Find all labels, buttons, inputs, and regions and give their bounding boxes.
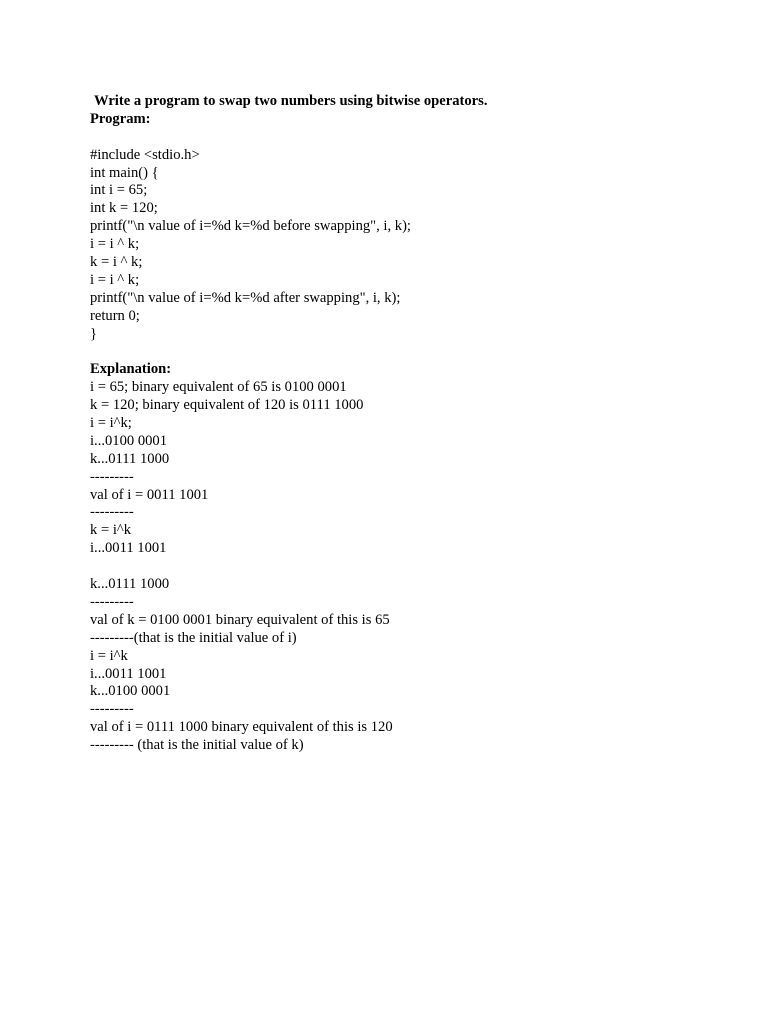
document-page [90,93,730,755]
code-line: int main() { [90,164,159,181]
explanation-line: val of k = 0100 0001 binary equivalent of this is 65 [90,611,390,628]
explanation-line: ---------(that is the initial value of i) [90,629,297,646]
code-line: i = i ^ k; [90,271,140,288]
explanation-line: --------- [90,701,134,718]
explanation-line: i = 65; binary equivalent of 65 is 0100 0001 [90,379,347,396]
document-title: Write a program to swap two numbers using bitwise operators. [94,93,488,109]
explanation-line: k = 120; binary equivalent of 120 is 0111 1000 [90,397,364,414]
code-line: #include <stdio.h> [90,146,200,163]
explanation-line: k...0111 1000 [90,450,170,467]
code-line: int k = 120; [90,200,158,217]
code-line: int i = 65; [90,182,148,199]
program-heading: Program: [90,110,151,127]
explanation-line: i...0100 0001 [90,432,168,449]
explanation-line: --------- (that is the initial value of k) [90,737,304,754]
explanation-line: --------- [90,504,134,521]
code-line: printf("\n value of i=%d k=%d before swapping", i, k); [90,218,411,235]
explanation-line: i...0011 1001 [90,540,167,557]
explanation-line: k...0111 1000 [90,576,170,593]
explanation-line: i...0011 1001 [90,665,167,682]
code-line: } [90,325,98,342]
explanation-line: --------- [90,468,134,485]
explanation-line: val of i = 0011 1001 [90,486,209,503]
explanation-heading: Explanation: [90,361,172,378]
explanation-line: val of i = 0111 1000 binary equivalent of this is 120 [90,719,393,736]
code-block [90,147,730,344]
explanation-line: k = i^k [90,522,132,539]
explanation-line: --------- [90,593,134,610]
explanation-block [90,379,730,755]
code-line: return 0; [90,307,140,324]
explanation-line: i = i^k [90,647,128,664]
code-line: k = i ^ k; [90,254,143,271]
spacer [90,343,730,361]
spacer [90,558,730,576]
explanation-line: k...0100 0001 [90,683,171,700]
explanation-line: i = i^k; [90,415,132,432]
spacer [90,129,730,147]
code-line: printf("\n value of i=%d k=%d after swapping", i, k); [90,289,401,306]
code-line: i = i ^ k; [90,236,140,253]
